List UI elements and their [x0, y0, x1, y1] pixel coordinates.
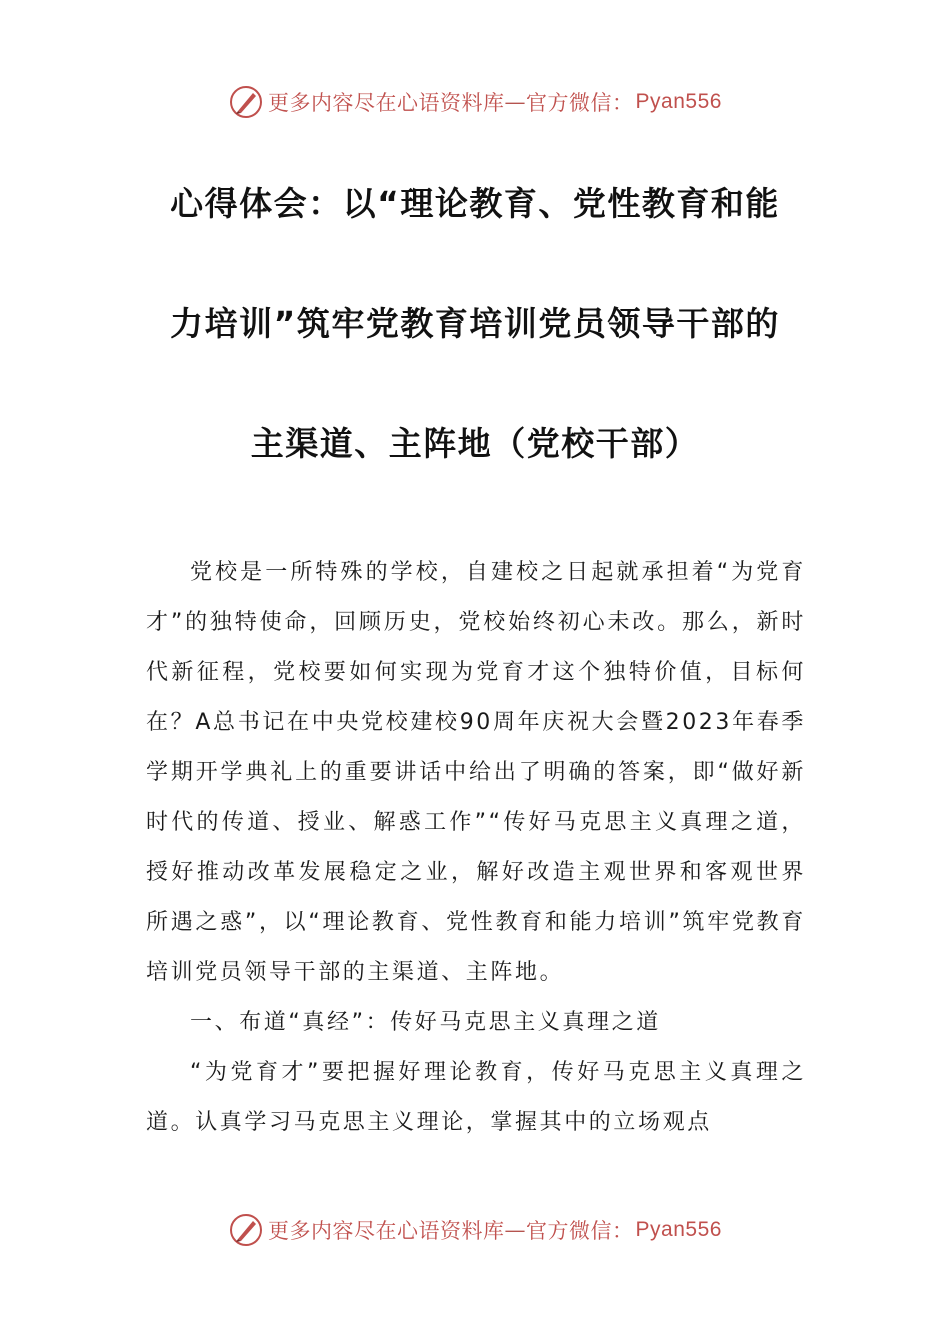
banner-text [268, 1215, 722, 1245]
banner-label: 官方微信： [526, 91, 634, 115]
banner-main-text: 更多内容尽在心语资料库 [268, 91, 505, 115]
header-banner [0, 82, 950, 122]
banner-wechat-id: Pyan556 [635, 1218, 722, 1241]
footer-banner [0, 1210, 950, 1250]
banner-wechat-id: Pyan556 [635, 90, 722, 113]
paragraph-intro: 党校是一所特殊的学校，自建校之日起就承担着“为党育才”的独特使命，回顾历史，党校始终初心未改。那么，新时代新征程，党校要如何实现为党育才这个独特价值，目标何在？A总书记在中央党校建校90周年庆祝大会暨2023年春季学期开学典礼上的重要讲话中给出了明确的答案，即“做好新时代的传道、授业、解惑工作”“传好马克思主义真理之道，授好推动改革发展稳定之业，解好改造主观世界和客观世界所遇之惑”，以“理论教育、党性教育和能力培训”筑牢党教育培训党员领导干部的主渠道、主阵地。 [146, 560, 806, 985]
banner-main-text: 更多内容尽在心语资料库 [268, 1219, 505, 1243]
document-title-line-1: 心得体会：以“理论教育、党性教育和能 [170, 184, 780, 223]
banner-separator: — [504, 90, 527, 114]
document-title-line-3: 主渠道、主阵地（党校干部） [250, 424, 700, 463]
paragraph-section-1: “为党育才”要把握好理论教育，传好马克思主义真理之道。认真学习马克思主义理论，掌握其中的立场观点 [146, 1060, 806, 1135]
section-heading-1: 一、布道“真经”：传好马克思主义真理之道 [190, 1010, 661, 1035]
banner-separator: — [504, 1218, 527, 1242]
pen-logo-icon [228, 1212, 264, 1248]
document-body [146, 548, 806, 1148]
document-title-line-2: 力培训”筑牢党教育培训党员领导干部的 [170, 304, 780, 343]
pen-logo-icon [228, 84, 264, 120]
banner-label: 官方微信： [526, 1219, 634, 1243]
banner-text [268, 87, 722, 117]
